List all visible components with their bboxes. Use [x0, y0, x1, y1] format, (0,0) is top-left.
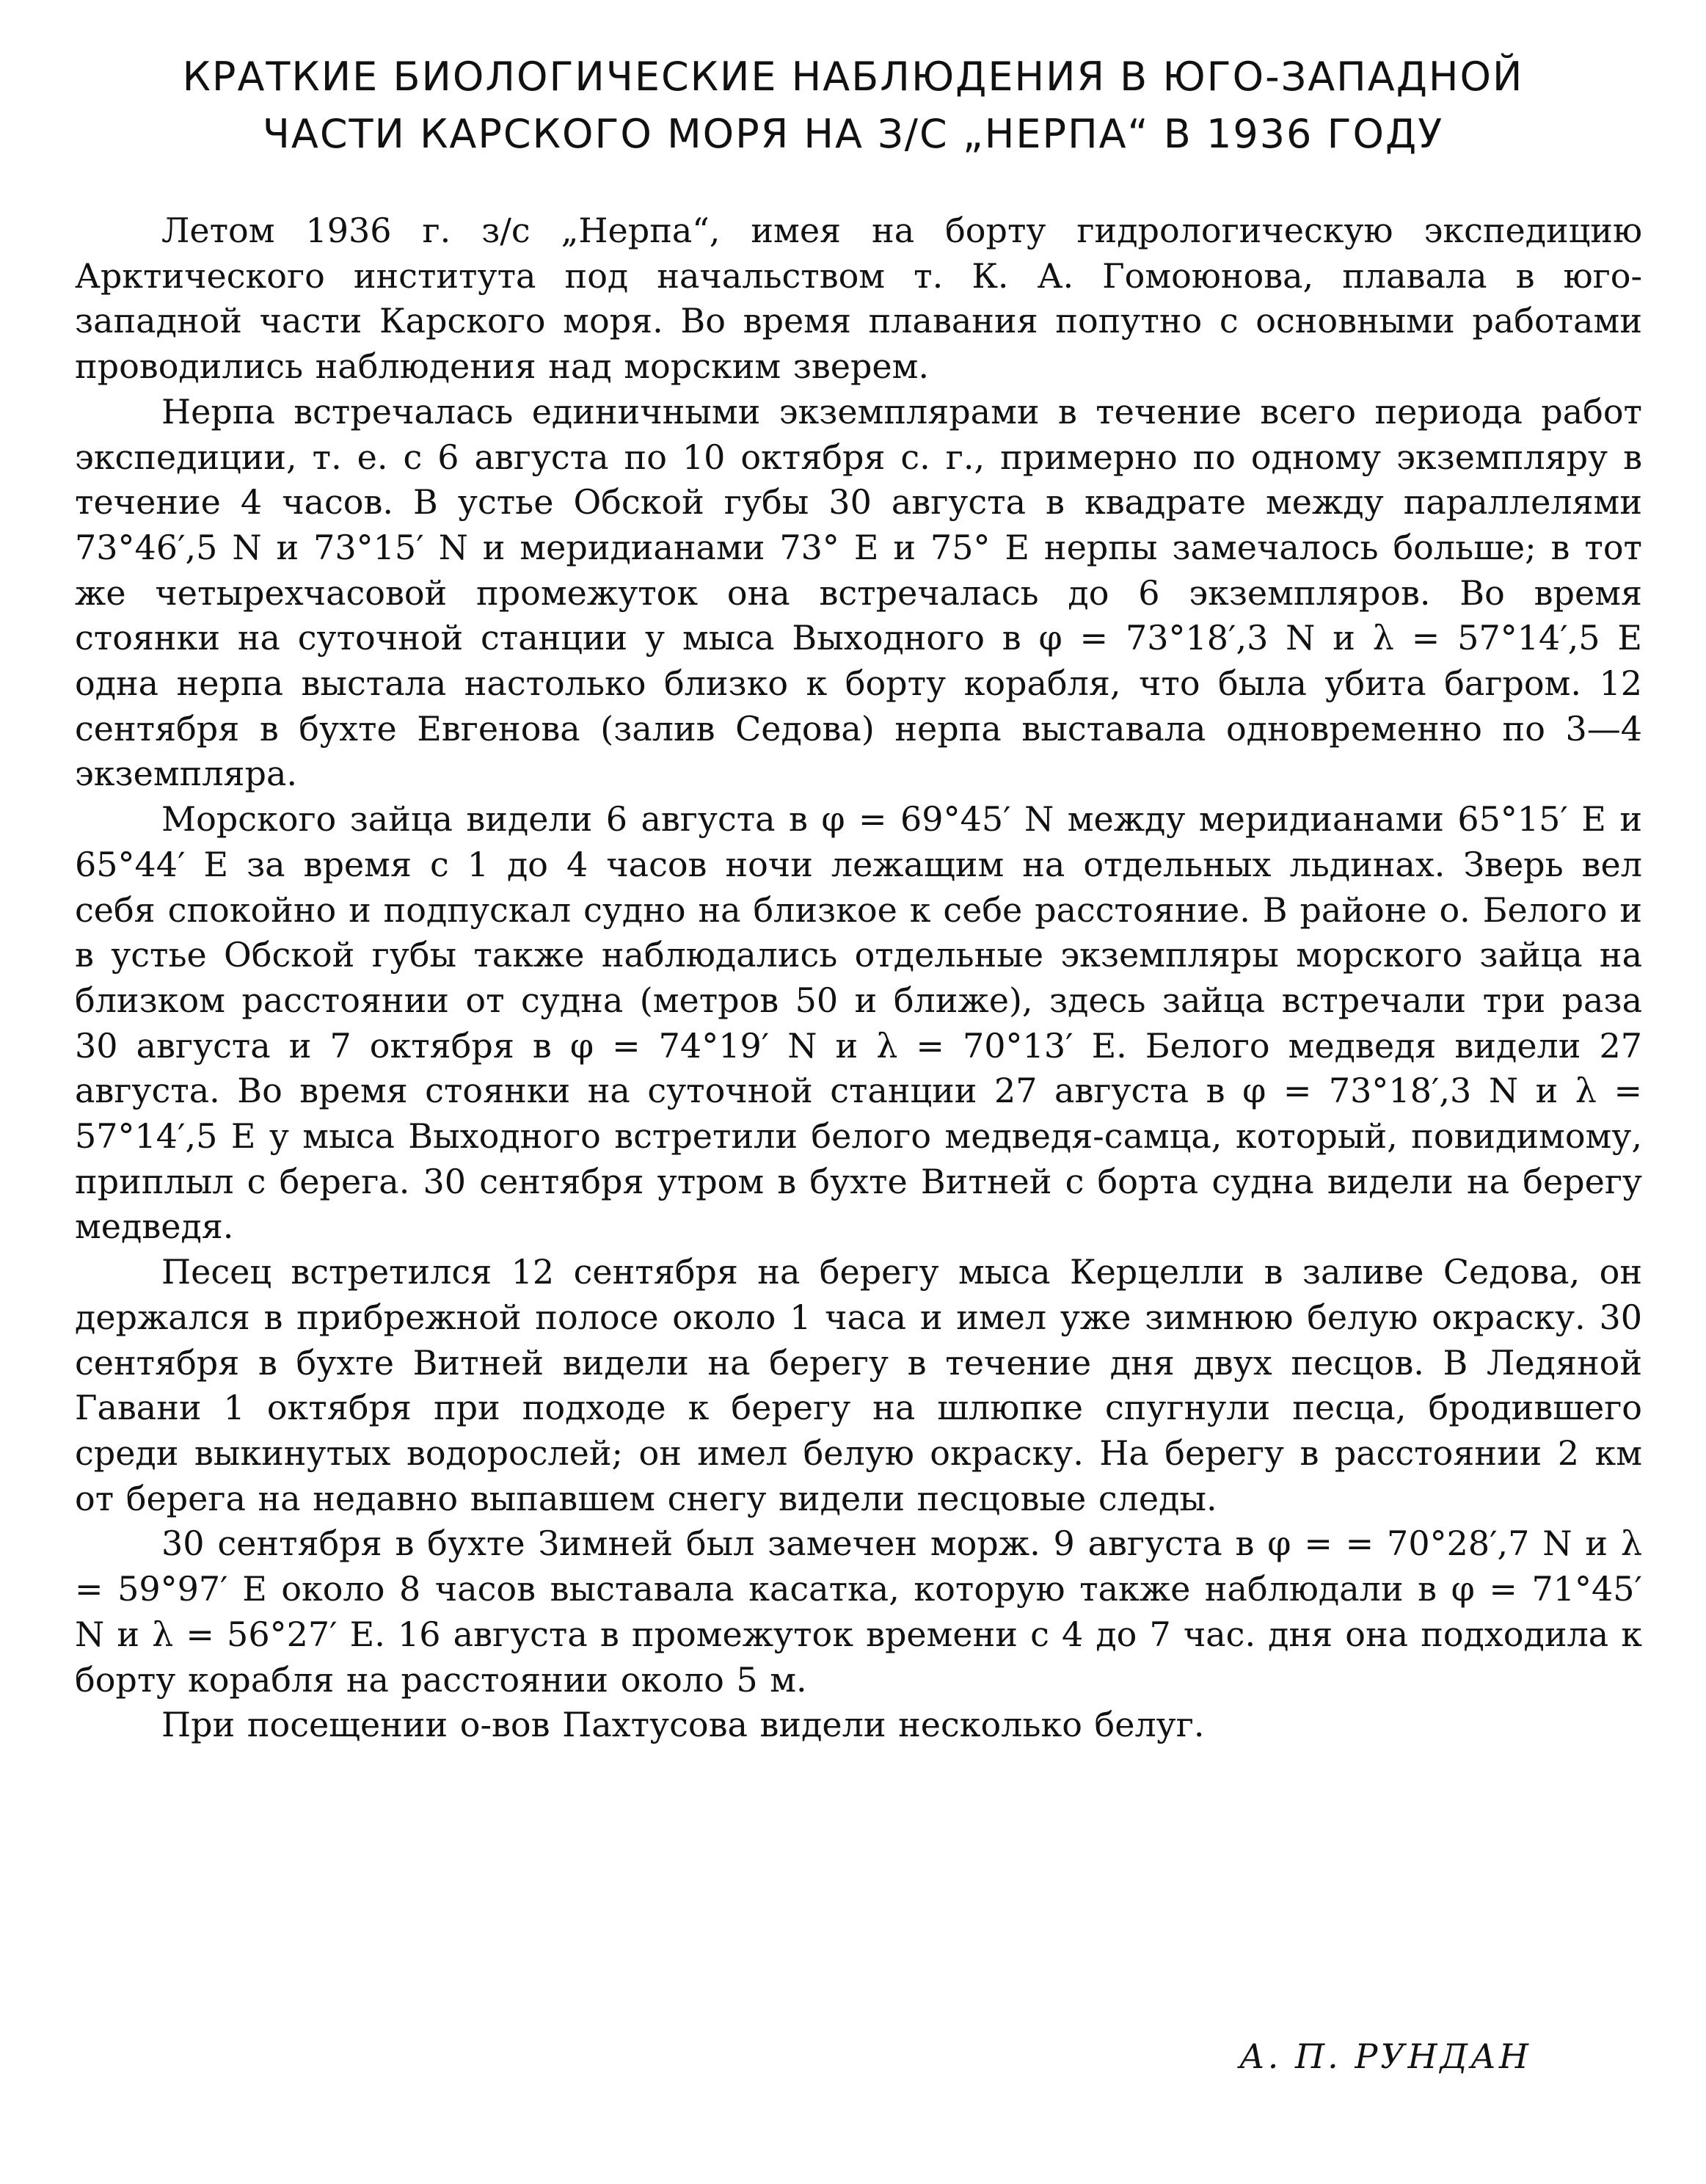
author-signature: А. П. РУНДАН: [1239, 2036, 1531, 2076]
article-body: [75, 208, 1642, 1748]
paragraph-beluga: При посещении о-вов Пахтусова видели несколько белуг.: [161, 1705, 1205, 1745]
title-line-2: ЧАСТИ КАРСКОГО МОРЯ НА З/С „НЕРПА“ В 1936 ГОДУ: [262, 111, 1444, 157]
article-title: [59, 48, 1647, 163]
paragraph-nerpa: Нерпа встречалась единичными экземплярами в течение всего периода работ экспедиции, т. е. с 6 августа по 10 октября с. г., примерно по одному экземпляру в течение 4 часов. В устье Обской губы 30 августа в квадрате между параллелями 73°46′,5 N и 73°15′ N и меридианами 73° E и 75° E нерпы замечалось больше; в тот же четырехчасовой промежуток она встречалась до 6 экземпляров. Во время стоянки на суточной станции у мыса Выходного в φ = 73°18′,3 N и λ = 57°14′,5 E одна нерпа выстала настолько близко к борту корабля, что была убита багром. 12 сентября в бухте Евгенова (залив Седова) нерпа выставала одновременно по 3—4 экземпляра.: [75, 391, 1642, 794]
paragraph-fox: Песец встретился 12 сентября на берегу мыса Керцелли в заливе Седова, он держался в прибрежной полосе около 1 часа и имел уже зимнюю белую окраску. 30 сентября в бухте Витней видели на берегу в течение дня двух песцов. В Ледяной Гавани 1 октября при подходе к берегу на шлюпке спугнули песца, бродившего среди выкинутых водорослей; он имел белую окраску. На берегу в расстоянии 2 км от берега на недавно выпавшем снегу видели песцовые следы.: [75, 1252, 1642, 1518]
paragraph-intro: Летом 1936 г. з/с „Нерпа“, имея на борту гидрологическую экспедицию Арктического института под начальством т. К. А. Гомоюнова, плавала в юго-западной части Карского моря. Во время плавания попутно с основными работами проводились наблюдения над морским зверем.: [75, 211, 1642, 387]
paragraph-hare-bear: Морского зайца видели 6 августа в φ = 69°45′ N между меридианами 65°15′ E и 65°44′ E за время с 1 до 4 часов ночи лежащим на отдельных льдинах. Зверь вел себя спокойно и подпускал судно на близкое к себе расстояние. В районе о. Белого и в устье Обской губы также наблюдались отдельные экземпляры морского зайца на близком расстоянии от судна (метров 50 и ближе), здесь зайца встречали три раза 30 августа и 7 октября в φ = 74°19′ N и λ = 70°13′ E. Белого медведя видели 27 августа. Во время стоянки на суточной станции 27 августа в φ = 73°18′,3 N и λ = 57°14′,5 E у мыса Выходного встретили белого медведя-самца, который, повидимому, приплыл с берега. 30 сентября утром в бухте Витней с борта судна видели на берегу медведя.: [75, 799, 1642, 1247]
paragraph-walrus-orca: 30 сентября в бухте Зимней был замечен морж. 9 августа в φ = = 70°28′,7 N и λ = 59°97′ E около 8 часов выставала касатка, которую также наблюдали в φ = 71°45′ N и λ = 56°27′ E. 16 августа в промежуток времени с 4 до 7 час. дня она подходила к борту корабля на расстоянии около 5 м.: [75, 1524, 1642, 1700]
title-line-1: КРАТКИЕ БИОЛОГИЧЕСКИЕ НАБЛЮДЕНИЯ В ЮГО-ЗАПАДНОЙ: [182, 54, 1524, 100]
